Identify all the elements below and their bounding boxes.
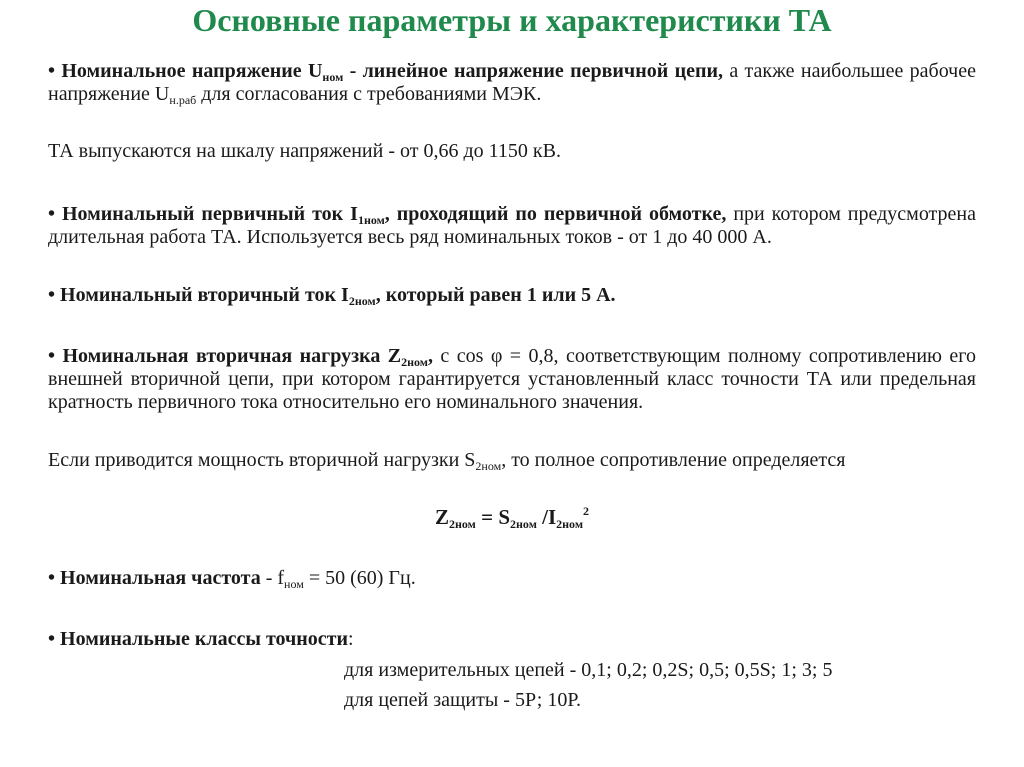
classes-protection: для цепей защиты - 5Р; 10Р. (344, 689, 581, 711)
paragraph-secondary-current (48, 284, 976, 307)
rated-voltage-sub: ном (322, 70, 344, 84)
formula-i-sup: 2 (583, 504, 589, 518)
paragraph-secondary-load (48, 345, 976, 414)
secondary-current-def: , который равен 1 или 5 А. (375, 284, 616, 306)
secondary-load-comma: , (427, 345, 433, 367)
formula-eq: = S (475, 505, 511, 529)
load-power-text-b: , то полное сопротивление определяется (501, 449, 846, 471)
paragraph-accuracy-classes (48, 628, 976, 651)
primary-current-def: , проходящий по первичной обмотке, (384, 203, 727, 225)
accuracy-classes-term: Номинальные классы точности (60, 628, 349, 650)
working-voltage-sub: н.раб (169, 93, 197, 107)
paragraph-load-power (48, 449, 976, 472)
primary-current-text: при котором предусмотрена длительная работа ТА. Используется весь ряд номинальных токов - от 1 до 40 000 А. (48, 203, 976, 248)
impedance-formula (0, 505, 1024, 529)
rated-frequency-text-b: = 50 (60) Гц. (303, 567, 416, 589)
page-title: Основные параметры и характеристики ТА (192, 2, 832, 38)
bullet: • (48, 284, 56, 306)
load-power-sub: 2ном (475, 459, 502, 473)
rated-frequency-sub: ном (284, 577, 304, 591)
rated-voltage-term: Номинальное напряжение U (61, 60, 323, 82)
secondary-load-term: Номинальная вторичная нагрузка Z (62, 345, 402, 367)
bullet: • (48, 203, 56, 225)
rated-voltage-text-b: для согласования с требованиями МЭК. (196, 83, 542, 105)
classes-measurement: для измерительных цепей - 0,1; 0,2; 0,2S; 0,5; 0,5S; 1; 3; 5 (344, 659, 833, 681)
primary-current-term: Номинальный первичный ток I (61, 203, 358, 225)
paragraph-rated-frequency (48, 567, 976, 590)
rated-voltage-text-a: а также наибольшее рабочее напряжение U (48, 60, 976, 105)
bullet: • (48, 345, 56, 367)
voltage-range-text: ТА выпускаются на шкалу напряжений - от 0,66 до 1150 кВ. (48, 140, 561, 162)
load-power-text-a: Если приводится мощность вторичной нагрузки S (48, 449, 476, 471)
bullet: • (48, 567, 56, 589)
formula-div: /I (536, 505, 557, 529)
primary-current-sub: 1ном (357, 213, 385, 227)
rated-frequency-text-a: - f (260, 567, 285, 589)
secondary-load-text: с cos φ = 0,8, соответствующим полному сопротивлению его внешней вторичной цепи, при котором гарантируется установленный класс точности ТА или предельная кратность первичного тока относительно его номинального значения. (48, 345, 977, 413)
secondary-load-sub: 2ном (401, 355, 428, 369)
bullet: • (48, 60, 56, 82)
bullet: • (48, 628, 56, 650)
secondary-current-sub: 2ном (348, 294, 376, 308)
formula-z-sub: 2ном (449, 517, 476, 531)
formula-z: Z (434, 505, 449, 529)
paragraph-rated-voltage (48, 60, 976, 106)
accuracy-classes-colon: : (348, 628, 354, 650)
paragraph-primary-current (48, 203, 976, 249)
rated-voltage-def: - линейное напряжение первичной цепи, (343, 60, 724, 82)
rated-frequency-term: Номинальная частота (60, 567, 261, 589)
formula-s-sub: 2ном (510, 517, 537, 531)
formula-i-sub: 2ном (556, 517, 583, 531)
secondary-current-term: Номинальный вторичный ток I (60, 284, 349, 306)
